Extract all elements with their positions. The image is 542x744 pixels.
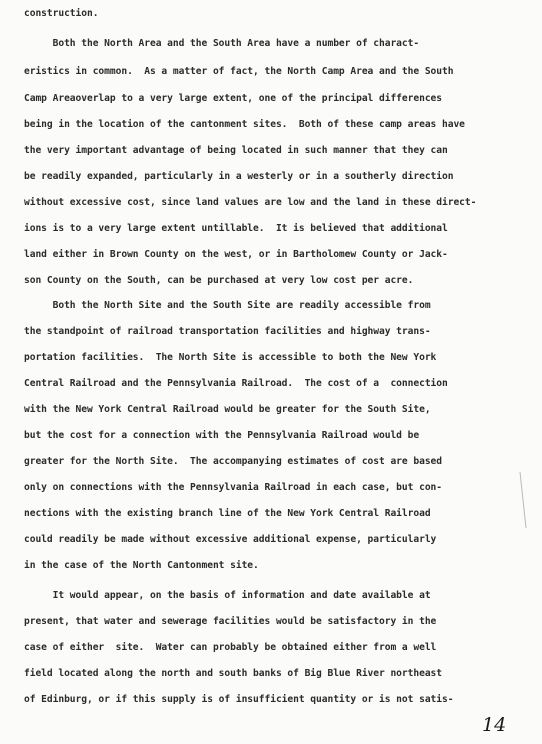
text-line: present, that water and sewerage facilities would be satisfactory in the (24, 616, 437, 627)
text-line: Both the North Area and the South Area have a number of charact- (24, 38, 420, 49)
page-number: 14 (482, 714, 507, 736)
text-line: in the case of the North Cantonment site. (24, 560, 259, 571)
text-line: only on connections with the Pennsylvania Railroad in each case, but con- (24, 482, 442, 493)
text-line: It would appear, on the basis of information and date available at (24, 590, 431, 601)
text-line: with the New York Central Railroad would be greater for the South Site, (24, 404, 431, 415)
text-line: construction. (24, 8, 99, 19)
text-line: Central Railroad and the Pennsylvania Railroad. The cost of a connection (24, 378, 448, 389)
text-line: case of either site. Water can probably be obtained either from a well (24, 642, 437, 653)
text-line: portation facilities. The North Site is accessible to both the New York (24, 352, 437, 363)
text-line: of Edinburg, or if this supply is of insufficient quantity or is not satis- (24, 694, 454, 705)
margin-pencil-mark (518, 470, 528, 530)
text-line: Camp Areaoverlap to a very large extent, one of the principal differences (24, 93, 442, 104)
text-line: greater for the North Site. The accompanying estimates of cost are based (24, 456, 442, 467)
text-line: could readily be made without excessive additional expense, particularly (24, 534, 437, 545)
text-line: be readily expanded, particularly in a westerly or in a southerly direction (24, 171, 454, 182)
text-line: Both the North Site and the South Site are readily accessible from (24, 300, 431, 311)
text-line: without excessive cost, since land values are low and the land in these direct- (24, 197, 477, 208)
text-line: the standpoint of railroad transportation facilities and highway trans- (24, 326, 431, 337)
text-line: eristics in common. As a matter of fact, the North Camp Area and the South (24, 66, 454, 77)
text-line: but the cost for a connection with the Pennsylvania Railroad would be (24, 430, 420, 441)
text-line: ions is to a very large extent untillable. It is believed that additional (24, 223, 448, 234)
text-line: nections with the existing branch line of the New York Central Railroad (24, 508, 431, 519)
text-line: son County on the South, can be purchased at very low cost per acre. (24, 275, 414, 286)
text-line: being in the location of the cantonment sites. Both of these camp areas have (24, 119, 465, 130)
text-line: field located along the north and south banks of Big Blue River northeast (24, 668, 442, 679)
text-line: the very important advantage of being located in such manner that they can (24, 145, 448, 156)
text-line: land either in Brown County on the west, or in Bartholomew County or Jack- (24, 249, 448, 260)
